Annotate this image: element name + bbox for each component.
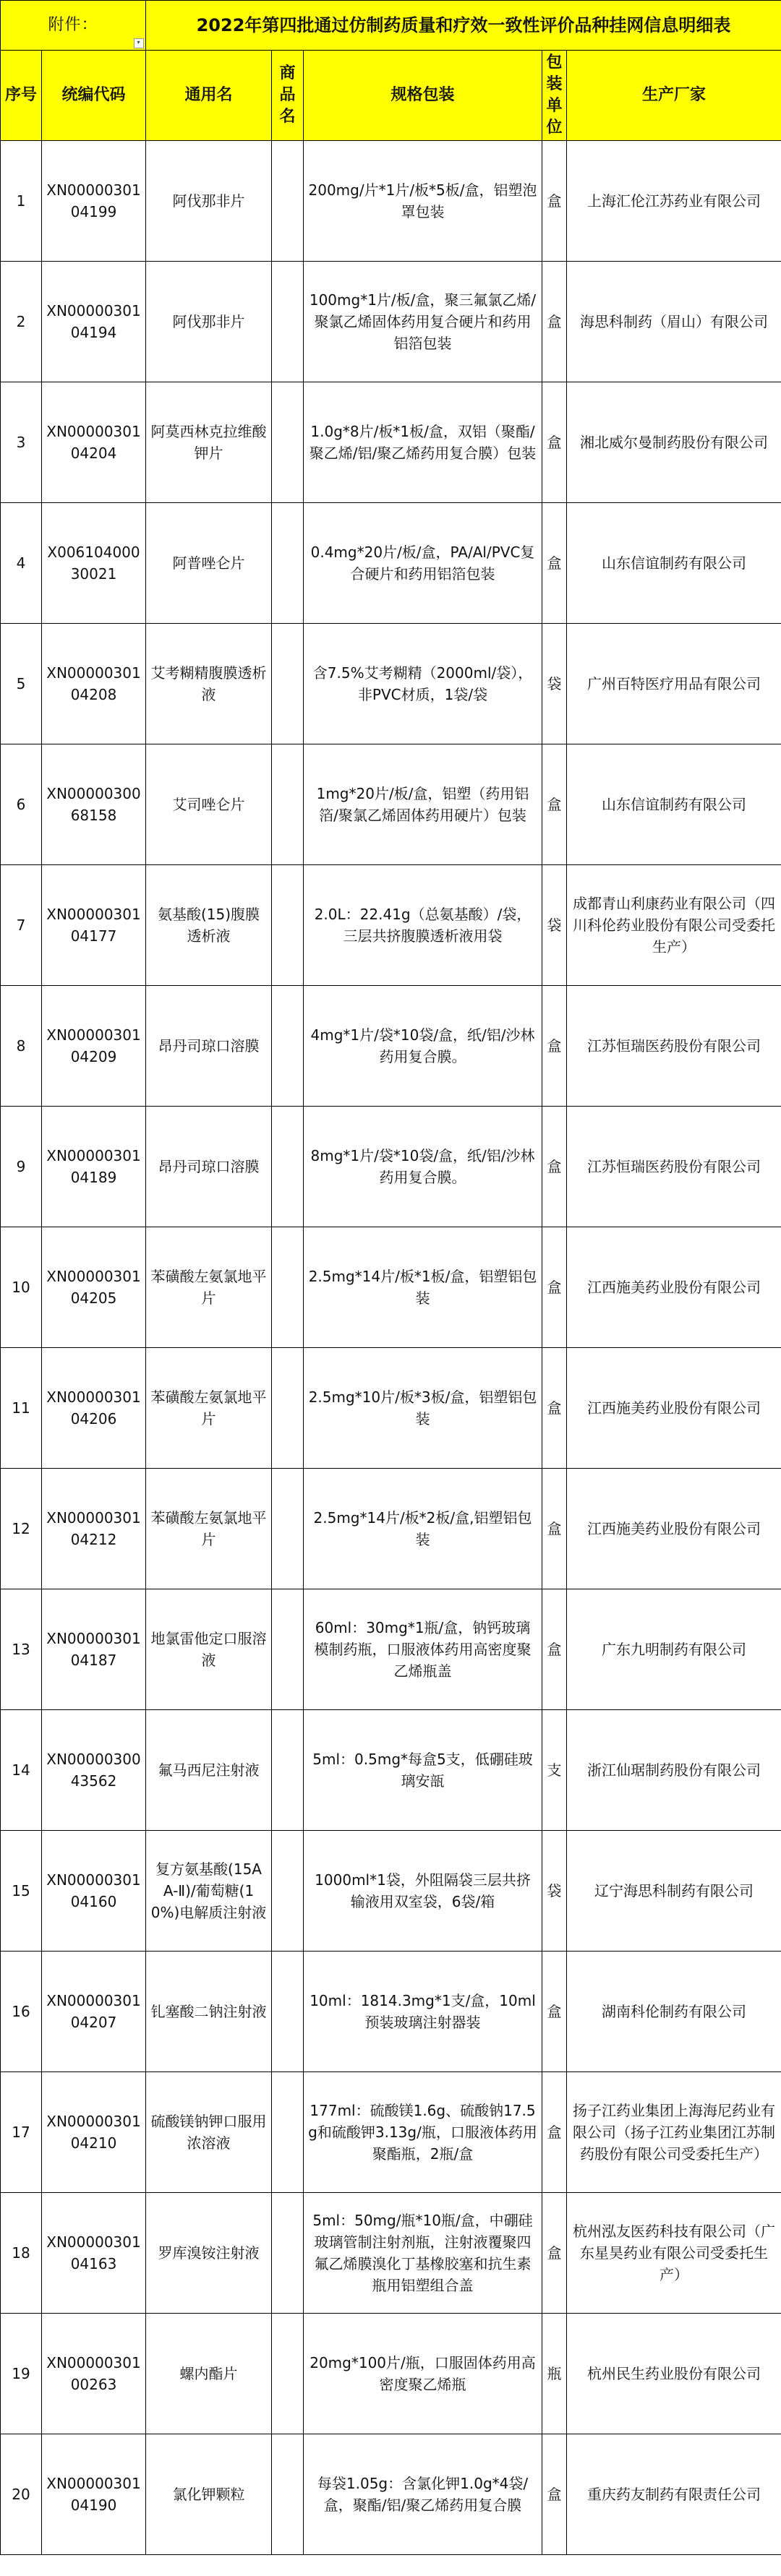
cell-code: XN0000030104163	[42, 2193, 146, 2314]
cell-trade-name	[272, 1107, 304, 1227]
cell-unit: 盒	[542, 1227, 567, 1348]
cell-seq: 8	[1, 986, 42, 1107]
cell-code: XN0000030043562	[42, 1710, 146, 1831]
cell-manufacturer: 湖南科伦制药有限公司	[567, 1952, 781, 2072]
cell-seq: 6	[1, 744, 42, 865]
cell-manufacturer: 山东信谊制药有限公司	[567, 744, 781, 865]
cell-unit: 盒	[542, 382, 567, 503]
cell-manufacturer: 辽宁海思科制药有限公司	[567, 1831, 781, 1952]
cell-code: XN0000030104209	[42, 986, 146, 1107]
cell-seq: 13	[1, 1589, 42, 1710]
header-code: 统编代码	[42, 51, 146, 141]
cell-spec: 含7.5%艾考糊精（2000ml/袋），非PVC材质，1袋/袋	[304, 624, 542, 744]
cell-seq: 20	[1, 2434, 42, 2555]
cell-trade-name	[272, 1589, 304, 1710]
cell-manufacturer: 扬子江药业集团上海海尼药业有限公司（扬子江药业集团江苏制药股份有限公司受委托生产）	[567, 2072, 781, 2193]
cell-code: XN0000030104187	[42, 1589, 146, 1710]
cell-seq: 4	[1, 503, 42, 624]
cell-generic-name: 钆塞酸二钠注射液	[146, 1952, 272, 2072]
table-row	[1, 503, 781, 624]
cell-unit: 盒	[542, 2434, 567, 2555]
cell-trade-name	[272, 503, 304, 624]
cell-manufacturer: 湘北威尔曼制药股份有限公司	[567, 382, 781, 503]
cell-unit: 袋	[542, 865, 567, 986]
cell-unit: 盒	[542, 262, 567, 382]
cell-spec: 1.0g*8片/板*1板/盒，双铝（聚酯/聚乙烯/铝/聚乙烯药用复合膜）包装	[304, 382, 542, 503]
cell-generic-name: 苯磺酸左氨氯地平片	[146, 1469, 272, 1589]
cell-trade-name	[272, 1227, 304, 1348]
cell-unit: 盒	[542, 2072, 567, 2193]
cell-spec: 5ml：50mg/瓶*10瓶/盒，中硼硅玻璃管制注射剂瓶，注射液覆聚四氟乙烯膜溴化丁基橡胶塞和抗生素瓶用铝塑组合盖	[304, 2193, 542, 2314]
cell-trade-name	[272, 986, 304, 1107]
cell-spec: 60ml：30mg*1瓶/盒，钠钙玻璃模制药瓶，口服液体药用高密度聚乙烯瓶盖	[304, 1589, 542, 1710]
cell-unit: 支	[542, 1710, 567, 1831]
table-row	[1, 2434, 781, 2555]
page-title: 2022年第四批通过仿制药质量和疗效一致性评价品种挂网信息明细表	[146, 1, 781, 51]
cell-code: XN0000030104204	[42, 382, 146, 503]
cell-spec: 8mg*1片/袋*10袋/盒，纸/铝/沙林药用复合膜。	[304, 1107, 542, 1227]
cell-dropdown-marker-icon: ▾	[134, 38, 144, 48]
cell-code: XN0000030104194	[42, 262, 146, 382]
cell-seq: 19	[1, 2314, 42, 2434]
cell-trade-name	[272, 141, 304, 262]
cell-unit: 盒	[542, 141, 567, 262]
cell-manufacturer: 江西施美药业股份有限公司	[567, 1348, 781, 1469]
cell-code: XN0000030104208	[42, 624, 146, 744]
cell-code: X00610400030021	[42, 503, 146, 624]
cell-seq: 2	[1, 262, 42, 382]
header-spec: 规格包装	[304, 51, 542, 141]
cell-spec: 177ml：硫酸镁1.6g、硫酸钠17.5g和硫酸钾3.13g/瓶，口服液体药用聚酯瓶，2瓶/盒	[304, 2072, 542, 2193]
cell-seq: 17	[1, 2072, 42, 2193]
cell-trade-name	[272, 382, 304, 503]
attachment-label: 附件： ▾	[1, 1, 146, 51]
cell-unit: 盒	[542, 744, 567, 865]
cell-seq: 3	[1, 382, 42, 503]
cell-manufacturer: 山东信谊制药有限公司	[567, 503, 781, 624]
cell-generic-name: 阿伐那非片	[146, 262, 272, 382]
cell-seq: 11	[1, 1348, 42, 1469]
cell-manufacturer: 江西施美药业股份有限公司	[567, 1227, 781, 1348]
cell-trade-name	[272, 262, 304, 382]
cell-spec: 2.5mg*10片/板*3板/盒，铝塑铝包装	[304, 1348, 542, 1469]
cell-seq: 16	[1, 1952, 42, 2072]
cell-generic-name: 阿莫西林克拉维酸钾片	[146, 382, 272, 503]
cell-unit: 盒	[542, 1348, 567, 1469]
cell-generic-name: 艾考糊精腹膜透析液	[146, 624, 272, 744]
cell-spec: 1000ml*1袋，外阻隔袋三层共挤输液用双室袋，6袋/箱	[304, 1831, 542, 1952]
cell-unit: 盒	[542, 1469, 567, 1589]
cell-seq: 1	[1, 141, 42, 262]
cell-code: XN0000030104189	[42, 1107, 146, 1227]
cell-code: XN0000030068158	[42, 744, 146, 865]
header-trade-name: 商品名	[272, 51, 304, 141]
cell-seq: 9	[1, 1107, 42, 1227]
cell-manufacturer: 江苏恒瑞医药股份有限公司	[567, 1107, 781, 1227]
cell-unit: 盒	[542, 1107, 567, 1227]
cell-trade-name	[272, 2434, 304, 2555]
cell-code: XN0000030104206	[42, 1348, 146, 1469]
cell-generic-name: 昂丹司琼口溶膜	[146, 986, 272, 1107]
cell-generic-name: 阿伐那非片	[146, 141, 272, 262]
cell-seq: 14	[1, 1710, 42, 1831]
header-manufacturer: 生产厂家	[567, 51, 781, 141]
cell-spec: 2.5mg*14片/板*2板/盒,铝塑铝包装	[304, 1469, 542, 1589]
cell-manufacturer: 成都青山利康药业有限公司（四川科伦药业股份有限公司受委托生产）	[567, 865, 781, 986]
cell-unit: 盒	[542, 1952, 567, 2072]
cell-manufacturer: 重庆药友制药有限责任公司	[567, 2434, 781, 2555]
cell-seq: 10	[1, 1227, 42, 1348]
cell-spec: 每袋1.05g：含氯化钾1.0g*4袋/盒，聚酯/铝/聚乙烯药用复合膜	[304, 2434, 542, 2555]
cell-generic-name: 昂丹司琼口溶膜	[146, 1107, 272, 1227]
cell-manufacturer: 广州百特医疗用品有限公司	[567, 624, 781, 744]
cell-manufacturer: 江西施美药业股份有限公司	[567, 1469, 781, 1589]
cell-manufacturer: 海思科制药（眉山）有限公司	[567, 262, 781, 382]
cell-generic-name: 苯磺酸左氨氯地平片	[146, 1227, 272, 1348]
cell-code: XN0000030104205	[42, 1227, 146, 1348]
table-row	[1, 624, 781, 744]
cell-generic-name: 苯磺酸左氨氯地平片	[146, 1348, 272, 1469]
cell-unit: 袋	[542, 1831, 567, 1952]
table-row	[1, 1348, 781, 1469]
table-row	[1, 141, 781, 262]
cell-manufacturer: 江苏恒瑞医药股份有限公司	[567, 986, 781, 1107]
table-row	[1, 262, 781, 382]
cell-unit: 盒	[542, 503, 567, 624]
cell-trade-name	[272, 624, 304, 744]
cell-generic-name: 罗库溴铵注射液	[146, 2193, 272, 2314]
table-row	[1, 1227, 781, 1348]
table-row	[1, 2072, 781, 2193]
cell-code: XN0000030104177	[42, 865, 146, 986]
table-row	[1, 1831, 781, 1952]
cell-unit: 盒	[542, 986, 567, 1107]
cell-generic-name: 阿普唑仑片	[146, 503, 272, 624]
table-row	[1, 744, 781, 865]
cell-generic-name: 复方氨基酸(15AA-Ⅱ)/葡萄糖(10%)电解质注射液	[146, 1831, 272, 1952]
title-row	[1, 1, 781, 51]
cell-unit: 盒	[542, 1589, 567, 1710]
cell-code: XN0000030104190	[42, 2434, 146, 2555]
cell-code: XN0000030104199	[42, 141, 146, 262]
table-row	[1, 865, 781, 986]
cell-trade-name	[272, 2193, 304, 2314]
cell-spec: 0.4mg*20片/板/盒，PA/Al/PVC复合硬片和药用铝箔包装	[304, 503, 542, 624]
table-row	[1, 1952, 781, 2072]
cell-seq: 15	[1, 1831, 42, 1952]
cell-generic-name: 地氯雷他定口服溶液	[146, 1589, 272, 1710]
cell-code: XN0000030104212	[42, 1469, 146, 1589]
table-row	[1, 986, 781, 1107]
cell-spec: 4mg*1片/袋*10袋/盒，纸/铝/沙林药用复合膜。	[304, 986, 542, 1107]
cell-trade-name	[272, 1710, 304, 1831]
table-row	[1, 2193, 781, 2314]
header-seq: 序号	[1, 51, 42, 141]
cell-seq: 7	[1, 865, 42, 986]
cell-trade-name	[272, 2314, 304, 2434]
cell-spec: 20mg*100片/瓶，口服固体药用高密度聚乙烯瓶	[304, 2314, 542, 2434]
cell-trade-name	[272, 2072, 304, 2193]
cell-generic-name: 螺内酯片	[146, 2314, 272, 2434]
cell-seq: 5	[1, 624, 42, 744]
cell-spec: 1mg*20片/板/盒，铝塑（药用铝箔/聚氯乙烯固体药用硬片）包装	[304, 744, 542, 865]
table-row	[1, 382, 781, 503]
header-generic-name: 通用名	[146, 51, 272, 141]
cell-generic-name: 氟马西尼注射液	[146, 1710, 272, 1831]
cell-generic-name: 艾司唑仑片	[146, 744, 272, 865]
cell-manufacturer: 杭州泓友医药科技有限公司（广东星昊药业有限公司受委托生产）	[567, 2193, 781, 2314]
cell-code: XN0000030104210	[42, 2072, 146, 2193]
header-row	[1, 51, 781, 141]
cell-manufacturer: 广东九明制药有限公司	[567, 1589, 781, 1710]
cell-generic-name: 硫酸镁钠钾口服用浓溶液	[146, 2072, 272, 2193]
cell-trade-name	[272, 1952, 304, 2072]
cell-unit: 瓶	[542, 2314, 567, 2434]
table-row	[1, 2314, 781, 2434]
cell-generic-name: 氯化钾颗粒	[146, 2434, 272, 2555]
cell-trade-name	[272, 744, 304, 865]
cell-spec: 2.5mg*14片/板*1板/盒，铝塑铝包装	[304, 1227, 542, 1348]
cell-trade-name	[272, 1469, 304, 1589]
cell-generic-name: 氨基酸(15)腹膜透析液	[146, 865, 272, 986]
cell-spec: 2.0L：22.41g（总氨基酸）/袋，三层共挤腹膜透析液用袋	[304, 865, 542, 986]
cell-seq: 18	[1, 2193, 42, 2314]
cell-code: XN0000030104160	[42, 1831, 146, 1952]
cell-manufacturer: 杭州民生药业股份有限公司	[567, 2314, 781, 2434]
cell-unit: 袋	[542, 624, 567, 744]
cell-seq: 12	[1, 1469, 42, 1589]
cell-spec: 100mg*1片/板/盒，聚三氟氯乙烯/聚氯乙烯固体药用复合硬片和药用铝箔包装	[304, 262, 542, 382]
cell-trade-name	[272, 865, 304, 986]
cell-spec: 10ml：1814.3mg*1支/盒，10ml预装玻璃注射器装	[304, 1952, 542, 2072]
cell-spec: 200mg/片*1片/板*5板/盒，铝塑泡罩包装	[304, 141, 542, 262]
table-row	[1, 1107, 781, 1227]
table-row	[1, 1469, 781, 1589]
table-row	[1, 1710, 781, 1831]
cell-trade-name	[272, 1831, 304, 1952]
table-row	[1, 1589, 781, 1710]
cell-spec: 5ml：0.5mg*每盒5支，低硼硅玻璃安瓿	[304, 1710, 542, 1831]
cell-unit: 盒	[542, 2193, 567, 2314]
cell-manufacturer: 上海汇伦江苏药业有限公司	[567, 141, 781, 262]
cell-manufacturer: 浙江仙琚制药股份有限公司	[567, 1710, 781, 1831]
cell-code: XN0000030104207	[42, 1952, 146, 2072]
header-unit: 包装单位	[542, 51, 567, 141]
cell-code: XN0000030100263	[42, 2314, 146, 2434]
cell-trade-name	[272, 1348, 304, 1469]
